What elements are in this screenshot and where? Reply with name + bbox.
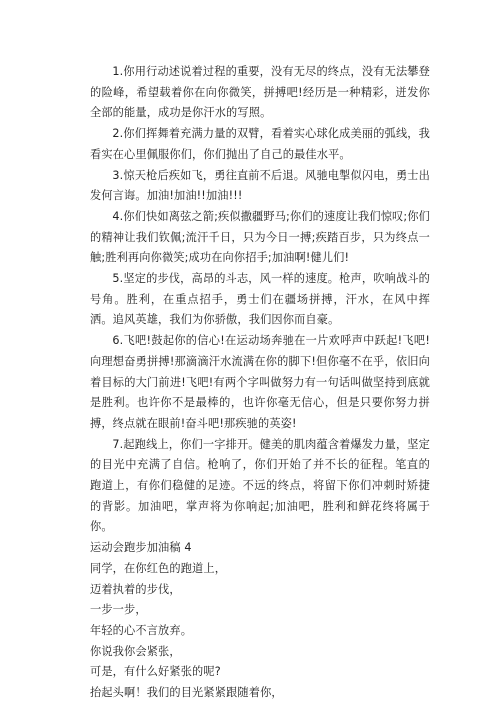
poem-line: 迈着执着的步伐， xyxy=(90,582,181,596)
paragraph-5: 5.坚定的步伐，高昂的斗志，风一样的速度。枪声，吹响战斗的号角。胜利，在重点招手，勇士们在疆场拼搏，汗水，在风中挥洒。追风英雄，我们为你骄傲，我们因你而自豪。 xyxy=(90,272,430,327)
poem-line: 你说我你会紧张， xyxy=(90,644,181,658)
document-body xyxy=(90,62,430,704)
poem-line: 年轻的心不言放弃。 xyxy=(90,623,193,637)
poem-line: 抬起头啊！我们的目光紧紧跟随着你， xyxy=(90,686,283,700)
paragraph-4: 4.你们快如离弦之箭;疾似撒疆野马;你们的速度让我们惊叹;你们的精神让我们钦佩;流汗千日，只为今日一搏;疾踏百步，只为终点一触;胜利再向你微笑;成功在向你招手;加油啊!健儿们! xyxy=(90,209,430,265)
paragraph-6: 6.飞吧!鼓起你的信心!在运动场奔驰在一片欢呼声中跃起!飞吧!向理想奋勇拼搏!那滴滴汗水流满在你的脚下!但你毫不在乎，依旧向着目标的大门前进!飞吧!有两个字叫做努力有一句话叫做坚持到底就是胜利。也许你不是最棒的，也许你毫无信心，但是只要你努力拼搏，终点就在眼前!奋斗吧!那疾驰的英姿! xyxy=(90,334,430,430)
poem-line: 一步一步， xyxy=(90,603,147,617)
paragraph-1: 1.你用行动述说着过程的重要，没有无尽的终点，没有无法攀登的险峰，希望载着你在向你微笑，拼搏吧!经历是一种精彩，迸发你全部的能量，成功是你汗水的写照。 xyxy=(90,65,430,120)
paragraph-3: 3.惊天枪后疾如飞，勇往直前不后退。风驰电掣似闪电，勇士出发何言诲。加油!加油!!加油!!! xyxy=(90,168,430,203)
paragraph-7: 7.起跑线上，你们一字排开。健美的肌肉蕴含着爆发力量，坚定的目光中充满了自信。枪响了，你们开始了并不长的征程。笔直的跑道上，有你们稳健的足迹。不远的终点，将留下你们冲刺时矫捷的背影。加油吧，掌声将为你响起;加油吧，胜利和鲜花终将属于你。 xyxy=(90,437,430,534)
section-title: 运动会跑步加油稿 4 xyxy=(90,541,192,555)
paragraph-2: 2.你们挥舞着充满力量的双臂，看着实心球化成美丽的弧线，我看实在心里佩服你们，你们抛出了自己的最佳水平。 xyxy=(90,127,430,161)
poem-line: 可是，有什么好紧张的呢? xyxy=(90,665,221,679)
poem-line: 同学，在你红色的跑道上， xyxy=(90,561,227,575)
